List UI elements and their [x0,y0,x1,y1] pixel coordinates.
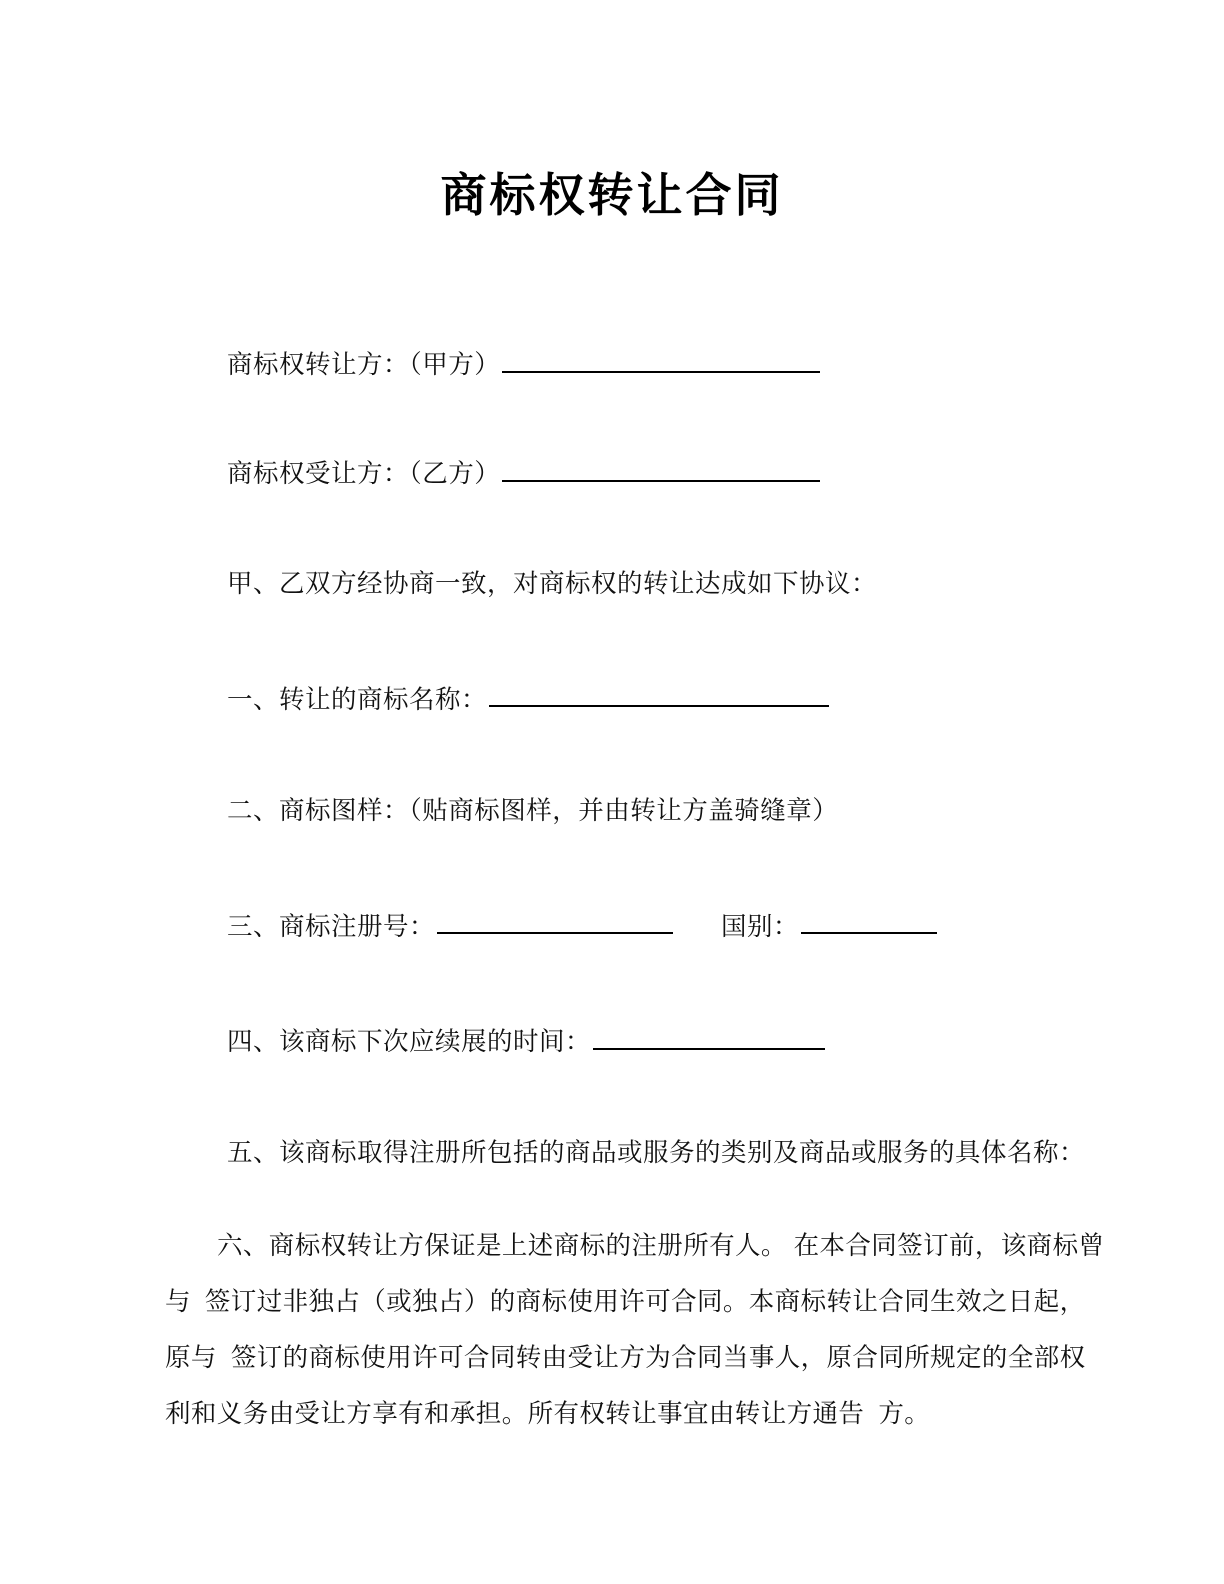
spacer [227,381,1067,453]
party-transferor-label: 商标权转让方：（甲方） [227,349,501,379]
clause-six-line-3-before: 原与 [165,1343,217,1372]
spacer [227,601,1067,679]
clause-four-label: 四、该商标下次应续展的时间： [227,1026,592,1056]
party-transferee-field[interactable] [502,453,820,482]
clause-six-line-2-after: 签订过非独占（或独占）的商标使用许可合同。本商标转让合同生效之日起， [204,1287,1086,1316]
clause-four-field[interactable] [593,1021,825,1050]
clause-six-line-4-after: 方。 [878,1399,931,1428]
clause-six-line-4-before: 利和义务由受让方享有和承担。所有权转让事宜由转让方通告 [165,1399,865,1428]
spacer [227,828,1067,906]
clause-five-label: 五、该商标取得注册所包括的商品或服务的类别及商品或服务的具体名称： [227,1138,1086,1168]
clause-six-line-2 [165,1274,1086,1330]
contract-body [227,344,1086,1170]
clause-three-line [227,906,1067,943]
party-transferor-field[interactable] [502,344,820,373]
clause-two-label: 二、商标图样：（贴商标图样，并由转让方盖骑缝章） [227,795,839,825]
spacer [227,1058,1067,1136]
clause-one-label: 一、转让的商标名称： [227,684,488,714]
spacer [227,491,1067,567]
clause-three-regno-field[interactable] [437,906,673,935]
clause-six-line-2-before: 与 [165,1287,191,1316]
preamble-text: 甲、乙双方经协商一致，对商标权的转让达成如下协议： [227,568,878,598]
party-transferor-line [227,344,1067,381]
clause-one-line [227,679,1067,716]
party-transferee-line [227,453,1067,490]
clause-three-country-label: 国别： [721,911,800,941]
clause-six-line-4 [165,1386,1065,1442]
clause-six-paragraph [165,1218,1105,1442]
clause-three-country-field[interactable] [801,906,937,935]
spacer [227,716,1067,794]
clause-four-line [227,1021,1067,1058]
party-transferee-label: 商标权受让方：（乙方） [227,459,501,489]
spacer [227,943,1067,1021]
clause-six-line-3-after: 签订的商标使用许可合同转由受让方为合同当事人，原合同所规定的全部权 [230,1343,1086,1372]
clause-three-label: 三、商标注册号： [227,911,436,941]
clause-one-field[interactable] [489,679,829,708]
page-title: 商标权转让合同 [440,168,784,221]
clause-six-line-3 [165,1330,1086,1386]
clause-six-line-1: 六、商标权转让方保证是上述商标的注册所有人。 在本合同签订前，该商标曾 [217,1231,1105,1260]
